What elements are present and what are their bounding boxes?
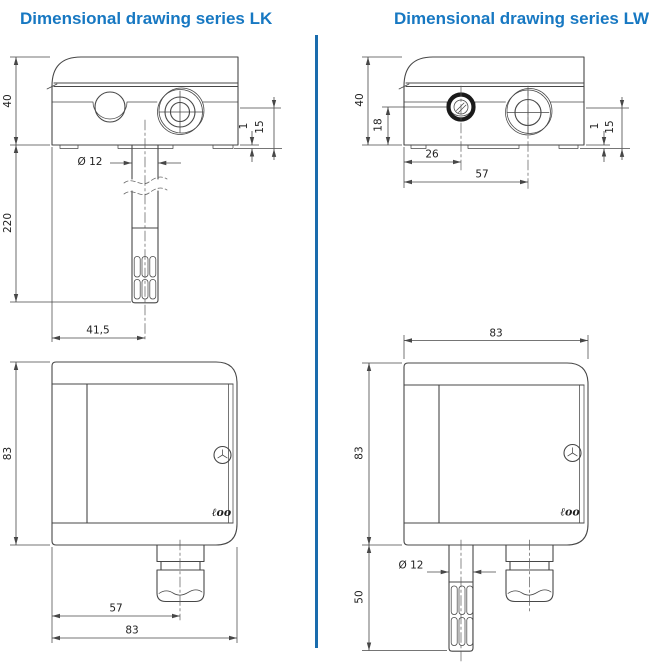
lk-dim-83-width-label: 83: [125, 624, 139, 637]
lw-front-view: [404, 363, 588, 545]
lw-dim-dia12-label: Ø 12: [398, 559, 424, 572]
lk-dim-40-label: 40: [2, 94, 14, 108]
lk-dim-probe-diameter: [78, 156, 181, 168]
lw-cable-gland: [506, 540, 553, 611]
lk-brand-logo: ℓoo: [211, 506, 232, 519]
lw-dim-1-label: 1: [589, 122, 601, 130]
lk-dim-front-width: [52, 547, 237, 643]
lk-dim-housing-height: [2, 57, 50, 145]
lw-panel-title: Dimensional drawing series LW: [394, 9, 650, 28]
lw-dim-grommet-depth: [373, 107, 448, 145]
lk-top-view: [47, 57, 238, 149]
lw-dim-50-label: 50: [353, 590, 366, 604]
lw-dim-26-label: 26: [425, 148, 439, 161]
lk-dim-41-5-label: 41,5: [86, 324, 110, 337]
lw-cover-screw-icon: [564, 445, 581, 462]
lk-dim-220-label: 220: [2, 212, 14, 234]
lk-cable-gland: [157, 540, 204, 620]
lk-dim-front-height: [2, 362, 50, 545]
lk-panel-title: Dimensional drawing series LK: [20, 9, 273, 28]
lw-dim-probe-diameter: [399, 560, 496, 573]
lk-dim-probe-length: [2, 145, 131, 302]
lk-dim-57-label: 57: [109, 602, 123, 615]
lw-dim-83-height-label: 83: [353, 446, 366, 460]
lw-dim-front-width: [404, 328, 588, 360]
lw-probe: [449, 540, 473, 662]
lk-probe: [124, 120, 167, 342]
lk-front-view: [52, 362, 237, 545]
lk-dim-15-label: 15: [254, 120, 266, 134]
lk-dim-probe-offset: [52, 147, 145, 342]
lw-dim-40-label: 40: [354, 93, 366, 107]
lw-top-view: [399, 57, 584, 190]
lw-brand-logo: ℓoo: [560, 505, 580, 519]
lw-dim-15-label: 15: [604, 120, 616, 134]
lw-dim-83-width-label: 83: [489, 327, 503, 340]
lw-dim-57-label: 57: [475, 168, 489, 181]
lw-dim-front-height: [354, 363, 403, 545]
lw-dim-nut-offset: [404, 169, 528, 183]
lk-dim-83-height-label: 83: [2, 446, 14, 461]
lw-dim-18-label: 18: [372, 118, 385, 132]
lk-dim-dia12-label: Ø 12: [77, 156, 103, 168]
lk-dim-1-label: 1: [238, 122, 250, 130]
